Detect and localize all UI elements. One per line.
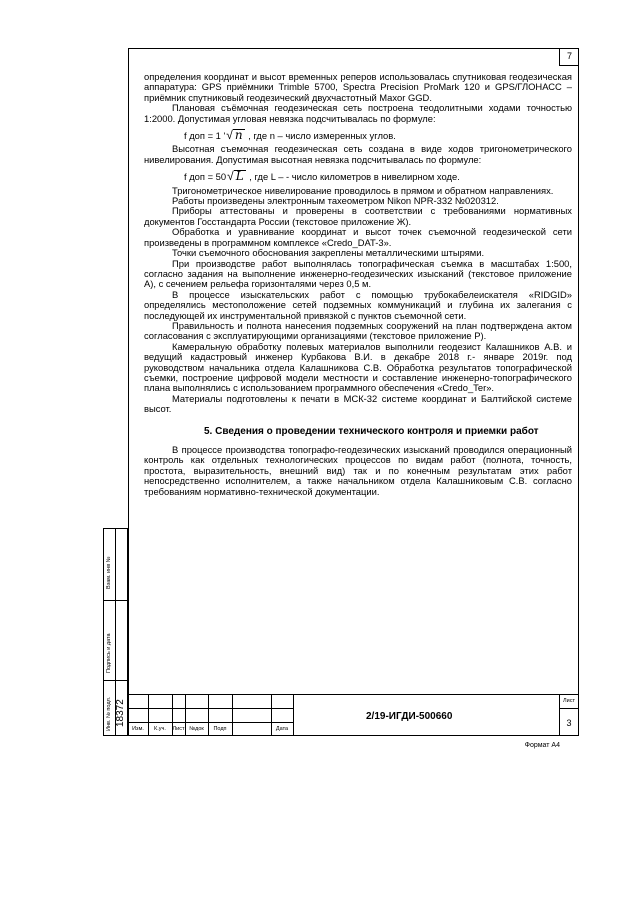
paragraph: Материалы подготовлены к печати в МСК-32 системе координат и Балтийской системе высот. [144,392,572,415]
paragraph: Высотная съемочная геодезическая сеть создана в виде ходов тригонометрического нивелирования. Допустимая высотная невязка подсчитывалась по формуле: [144,143,572,165]
sheet-value: 3 [566,718,572,728]
paragraph: Точки съемочного обоснования закреплены металлическими штырями. [172,247,485,259]
formula-text: f доп = 50 [184,171,227,183]
paragraph: Приборы аттестованы и проверены в соответствии с требованиями нормативных документов Госстандарта России (текстовое приложение Ж). [144,205,572,227]
col-kuch: К.уч. [154,726,166,732]
sqrt-symbol: √ L [227,169,244,184]
title-block [128,694,579,736]
formula-text: f доп = 1 ' [184,130,226,142]
sheet-label: Лист [563,698,575,704]
document-code: 2/19-ИГДИ-500660 [366,711,453,722]
paragraph: Камеральную обработку полевых материалов выполнили геодезист Калашников А.В. и ведущий кадастровый инженер Курбакова В.И. в декабре 2018 г.- январе 2019г. под руководством начальника отдела Калашникова С.В. Обработка результатов топографической съемки, построение цифровой модели местности и составление инженерно-топографического плана выполнялись с использованием программного обеспечения «Credo_Ter». [144,340,572,394]
side-row-inv [104,681,127,735]
paragraph: Правильность и полнота нанесения подземных сооружений на план подтверждена актом согласования с эксплуатирующими организациями (текстовое приложение Р). [144,319,572,342]
top-sheet-number: 7 [559,48,579,66]
side-stamp [103,528,128,736]
sqrt-symbol: √ n [226,128,243,143]
label-vzam: Взам. инв № [106,556,112,589]
col-ndok: №док [189,726,204,732]
document-body [144,72,572,497]
formula-radicand: n [234,128,243,143]
section-heading: 5. Сведения о проведении технического контроля и приемки работ [204,425,539,437]
formula-angular [184,129,572,141]
paragraph: Работы произведены электронным тахеометром Nikon NPR-332 №020312. [172,195,499,207]
col-list: Лист [172,726,185,732]
side-row-podpis [104,601,127,681]
label-podpis: Подпись и дата [106,633,112,673]
format-label: Формат А4 [524,742,560,749]
side-row-vzam [104,529,127,601]
formula-radicand: L [235,169,244,184]
formula-height [184,170,572,182]
paragraph: При производстве работ выполнялась топографическая съемка в масштабах 1:500, согласно задания на выполнение инженерно-геодезических изысканий (текстовое приложение А), с сечением рельефа горизонталями через 0,5 м. [144,257,572,290]
col-izm: Изм. [132,726,144,732]
inventory-number: 18372 [115,699,126,727]
paragraph: Обработка и уравнивание координат и высот точек съемочной геодезической сети произведены в программном комплексе «Credo_DAT-3». [144,226,572,248]
col-podp: Подп [213,726,227,732]
col-data: Дата [275,726,289,732]
paragraph: Тригонометрическое нивелирование проводилось в прямом и обратном направлениях. [172,184,554,196]
paragraph: В процессе производства топографо-геодезических изысканий проводился операционный контроль как отдельных технологических процессов по видам работ (полнота, точность, простота, выразительность, внешний вид) так и по конечным результатам этих работ непосредственно исполнителем, а также начальником отдела Калашниковым С.В. согласно требованиям нормативно-технической документации. [144,444,572,497]
formula-text: , где L – - число километров в нивелирном ходе. [246,171,460,183]
label-inv: Инв. № подл. [106,696,112,731]
paragraph: В процессе изыскательских работ с помощью трубокабелеискателя «RIDGID» определялись местоположение сетей подземных коммуникаций и глубина их залегания с последующей их инструментальной привязкой с пунктов съемочной сети. [144,288,572,321]
paragraph: Плановая съёмочная геодезическая сеть построена теодолитными ходами точностью 1:2000. Допустимая угловая невязка подсчитывалась по формуле: [144,102,572,124]
formula-text: , где n – число измеренных углов. [245,130,396,142]
paragraph: определения координат и высот временных реперов использовалась спутниковая геодезическая аппаратура: GPS приёмники Trimble 5700, Spectra Precision ProMark 120 и GPS/ГЛОНАСС – приёмник спутниковый геодезический двухчастотный Maxor GGD. [144,71,572,103]
